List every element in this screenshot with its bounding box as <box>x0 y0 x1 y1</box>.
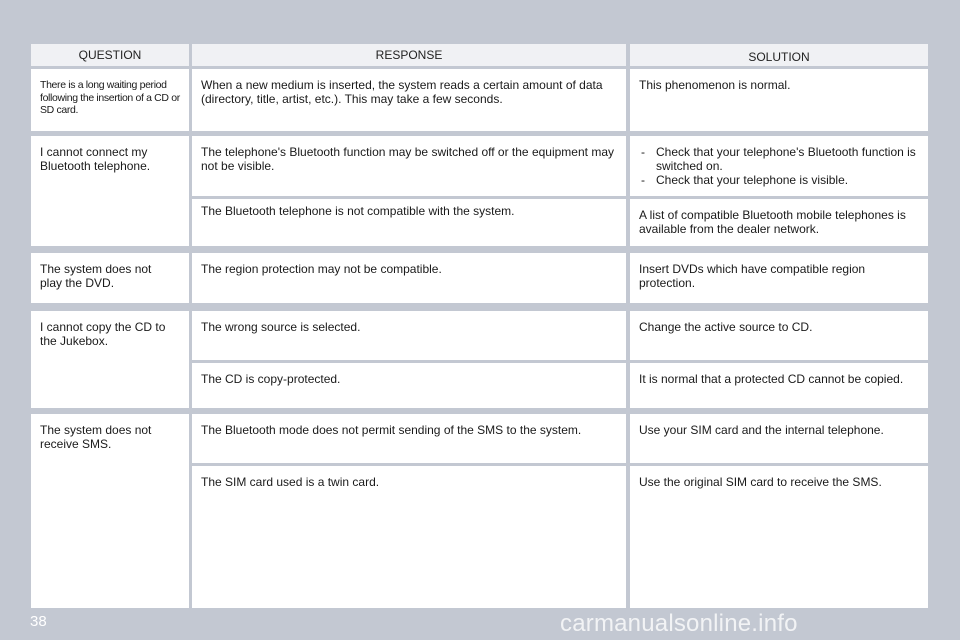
solution-change-source: Change the active source to CD. <box>630 311 928 360</box>
list-item: - Check that your telephone is visible. <box>640 173 920 187</box>
response-copy-protected: The CD is copy-protected. <box>192 363 626 408</box>
response-twin-card: The SIM card used is a twin card. <box>192 466 626 608</box>
solution-bluetooth-list: A list of compatible Bluetooth mobile telephones is available from the dealer network. <box>630 199 928 246</box>
solution-bullet-list <box>630 136 928 187</box>
solution-bluetooth-check <box>630 136 928 196</box>
solution-dvd: Insert DVDs which have compatible region protection. <box>630 253 928 303</box>
solution-copy-protected: It is normal that a protected CD cannot be copied. <box>630 363 928 408</box>
header-response: RESPONSE <box>192 44 626 66</box>
response-bluetooth-incompatible: The Bluetooth telephone is not compatible with the system. <box>192 199 626 246</box>
watermark: carmanualsonline.info <box>560 610 798 637</box>
header-solution: SOLUTION <box>630 44 928 66</box>
question-dvd: The system does not play the DVD. <box>31 253 189 303</box>
response-dvd: The region protection may not be compatible. <box>192 253 626 303</box>
question-bluetooth: I cannot connect my Bluetooth telephone. <box>31 136 189 246</box>
response-cd-sd-wait: When a new medium is inserted, the system reads a certain amount of data (directory, title, artist, etc.). This may take a few seconds. <box>192 69 626 131</box>
header-question: QUESTION <box>31 44 189 66</box>
solution-cd-sd-wait: This phenomenon is normal. <box>630 69 928 131</box>
solution-original-sim: Use the original SIM card to receive the SMS. <box>630 466 928 608</box>
question-cd-sd-wait: There is a long waiting period following the insertion of a CD or SD card. <box>31 69 189 131</box>
solution-sms-internal: Use your SIM card and the internal telephone. <box>630 414 928 463</box>
question-jukebox: I cannot copy the CD to the Jukebox. <box>31 311 189 408</box>
response-bluetooth-off: The telephone's Bluetooth function may be switched off or the equipment may not be visible. <box>192 136 626 196</box>
list-item: - Check that your telephone's Bluetooth function is switched on. <box>640 145 920 173</box>
response-wrong-source: The wrong source is selected. <box>192 311 626 360</box>
question-sms: The system does not receive SMS. <box>31 414 189 608</box>
response-sms-bluetooth: The Bluetooth mode does not permit sending of the SMS to the system. <box>192 414 626 463</box>
page-number: 38 <box>30 613 47 630</box>
